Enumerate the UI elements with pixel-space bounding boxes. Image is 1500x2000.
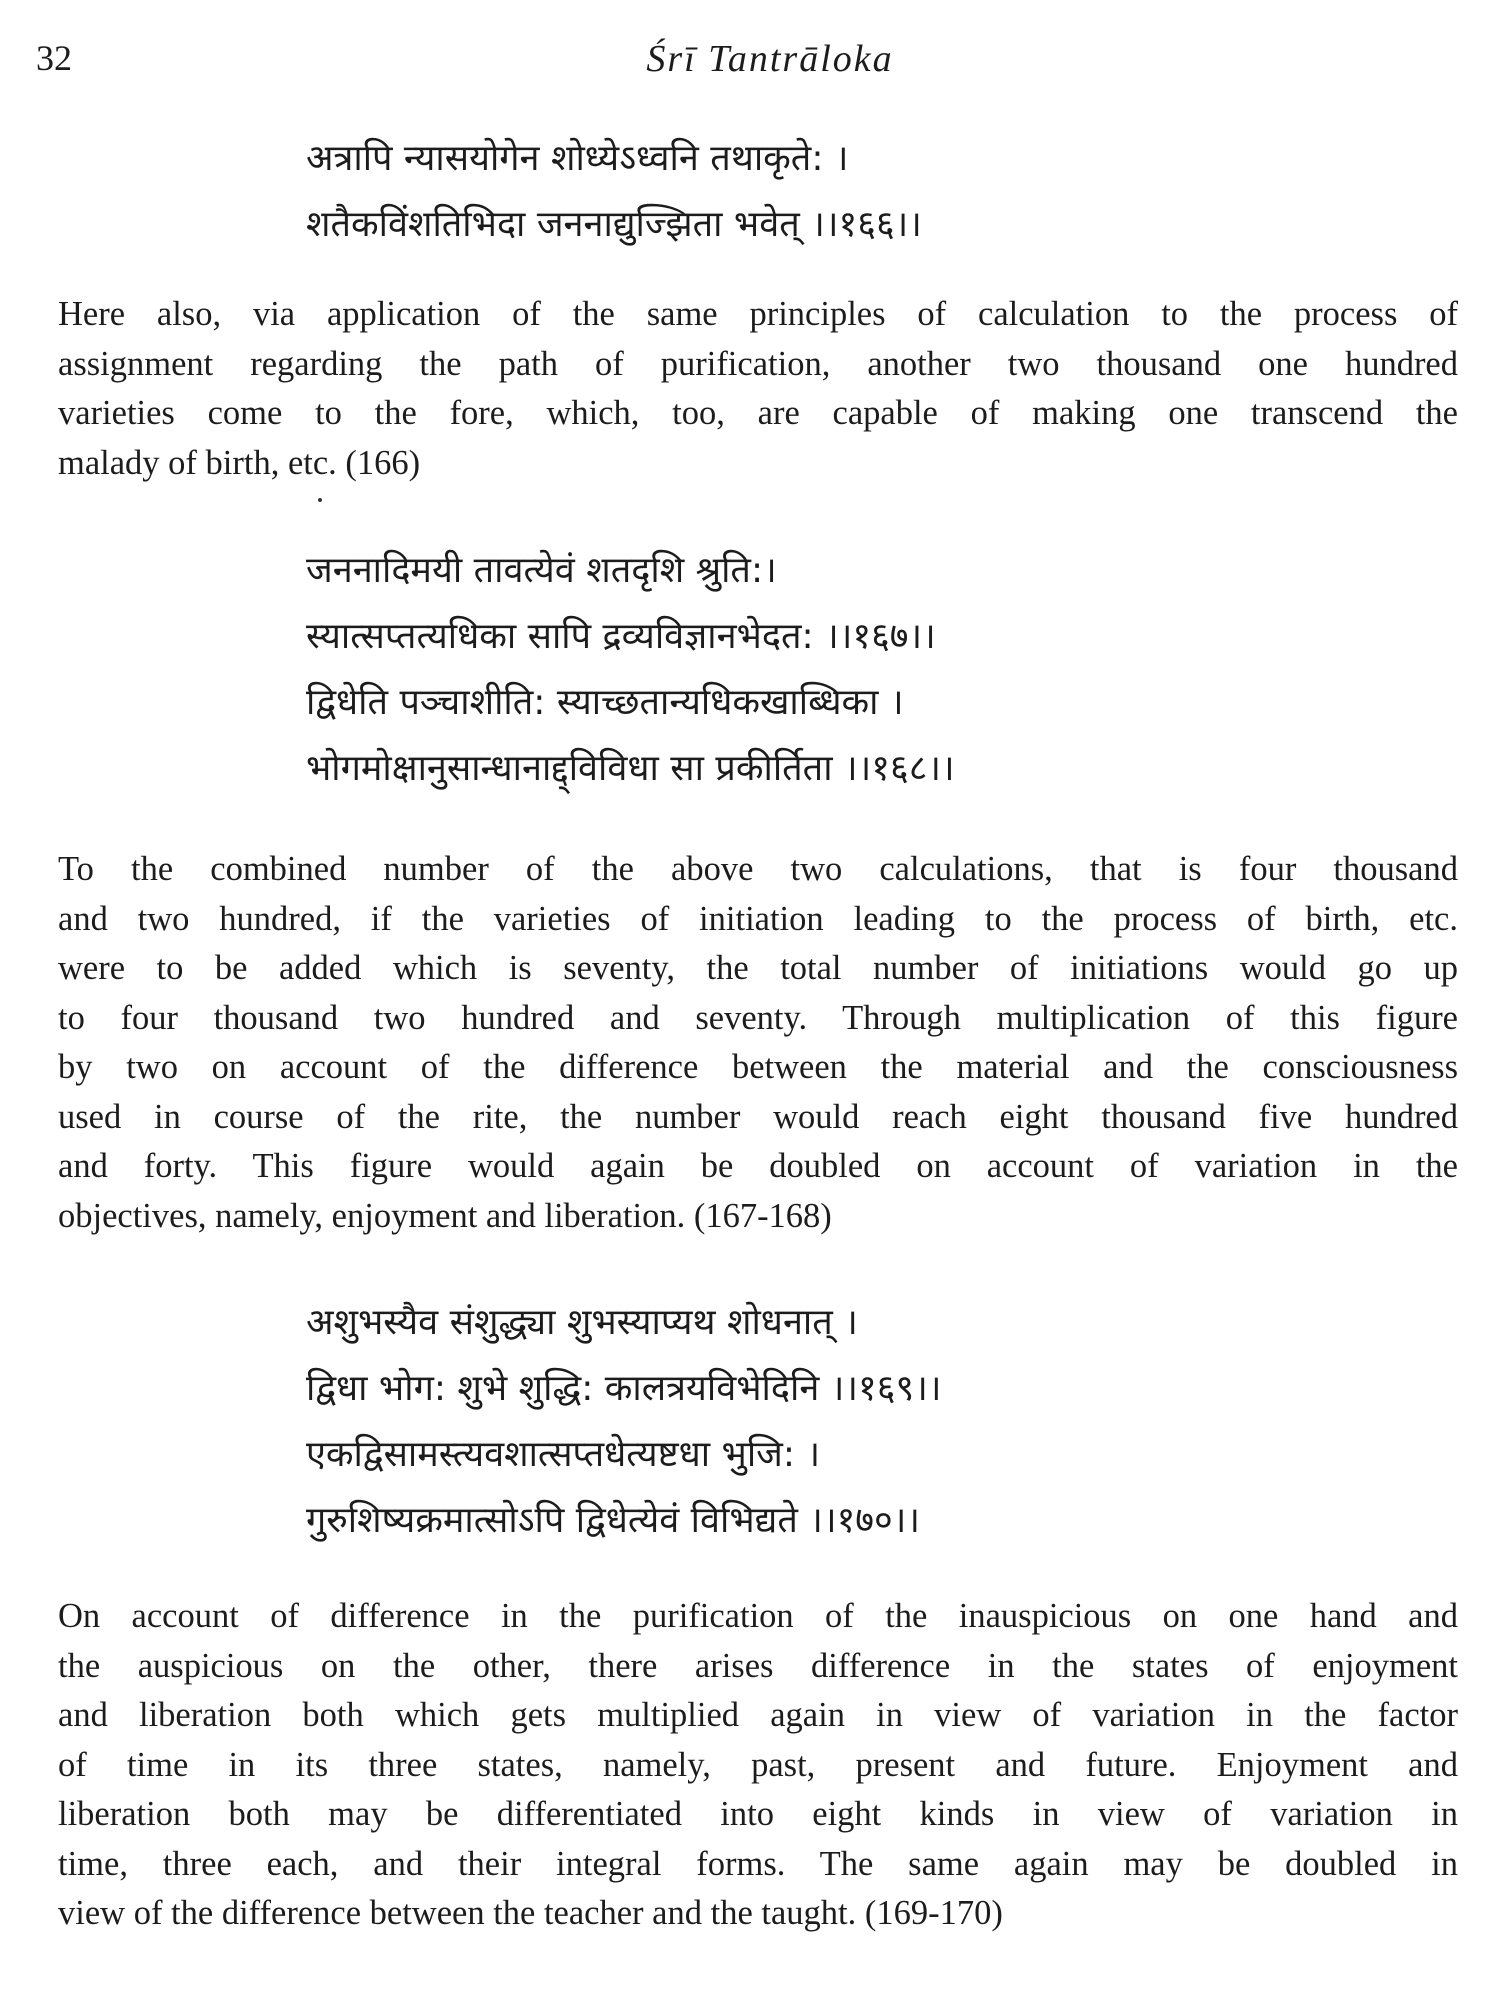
verse-line: अशुभस्यैव संशुद्ध्या शुभस्याप्यथ शोधनात् । bbox=[306, 1302, 858, 1343]
verse-line: जननादिमयी तावत्येवं शतदृशि श्रुति:। bbox=[306, 550, 777, 591]
translation-line: assignment regarding the path of purification, another two thousand one hundred bbox=[58, 344, 1458, 383]
translation-line: varieties come to the fore, which, too, are capable of making one transcend the bbox=[58, 394, 1458, 432]
translation-line: used in course of the rite, the number would reach eight thousand five hundred bbox=[58, 1097, 1458, 1136]
verse-line: गुरुशिष्यक्रमात्सोऽपि द्विधेत्येवं विभिद्यते ।।१७०।। bbox=[306, 1500, 921, 1541]
translation-line: and liberation both which gets multiplied again in view of variation in the factor bbox=[58, 1696, 1458, 1734]
sanskrit-verse-169-170 bbox=[306, 1290, 941, 1554]
translation-line: objectives, namely, enjoyment and liberation. (167-168) bbox=[58, 1196, 832, 1235]
translation-line: of time in its three states, namely, past, present and future. Enjoyment and bbox=[58, 1745, 1458, 1784]
translation-line: were to be added which is seventy, the total number of initiations would go up bbox=[58, 949, 1458, 987]
translation-paragraph-169-170 bbox=[58, 1592, 1458, 1939]
translation-line: malady of birth, etc. (166) bbox=[58, 443, 421, 482]
translation-line: time, three each, and their integral forms. The same again may be doubled in bbox=[58, 1844, 1458, 1883]
translation-paragraph-167-168 bbox=[58, 845, 1458, 1241]
sanskrit-verse-166 bbox=[306, 126, 922, 258]
verse-line: अत्रापि न्यासयोगेन शोध्येऽध्वनि तथाकृते: । bbox=[306, 138, 849, 179]
translation-line: to four thousand two hundred and seventy. Through multiplication of this figure bbox=[58, 998, 1458, 1037]
verse-line: भोगमोक्षानुसान्धानाद्द्विविधा सा प्रकीर्तिता ।।१६८।। bbox=[306, 748, 955, 789]
verse-line: शतैकविंशतिभिदा जननाद्युज्झिता भवेत् ।।१६६।। bbox=[306, 204, 922, 245]
translation-line: Here also, via application of the same principles of calculation to the process of bbox=[58, 295, 1458, 333]
translation-line: by two on account of the difference between the material and the consciousness bbox=[58, 1048, 1458, 1086]
verse-line: स्यात्सप्तत्यधिका सापि द्रव्यविज्ञानभेदत: ।।१६७।। bbox=[306, 616, 936, 657]
running-title: Śrī Tantrāloka bbox=[646, 38, 894, 80]
verse-line: एकद्विसामस्त्यवशात्सप्तधेत्यष्टधा भुजि: । bbox=[306, 1434, 821, 1475]
translation-line: view of the difference between the teacher and the taught. (169-170) bbox=[58, 1894, 1003, 1932]
sanskrit-verse-167-168 bbox=[306, 538, 955, 802]
page-number: 32 bbox=[36, 38, 72, 78]
translation-line: liberation both may be differentiated into eight kinds in view of variation in bbox=[58, 1795, 1458, 1833]
verse-line: द्विधेति पञ्चाशीति: स्याच्छतान्यधिकखाब्धिका । bbox=[306, 682, 904, 723]
translation-line: To the combined number of the above two calculations, that is four thousand bbox=[58, 850, 1458, 888]
translation-line: and two hundred, if the varieties of initiation leading to the process of birth, etc. bbox=[58, 899, 1458, 938]
translation-line: and forty. This figure would again be doubled on account of variation in the bbox=[58, 1147, 1458, 1185]
translation-paragraph-166 bbox=[58, 290, 1458, 488]
translation-line: On account of difference in the purification of the inauspicious on one hand and bbox=[58, 1597, 1458, 1635]
verse-line: द्विधा भोग: शुभे शुद्धि: कालत्रयविभेदिनि ।।१६९।। bbox=[306, 1368, 942, 1409]
stray-dot-mark bbox=[318, 498, 322, 502]
translation-line: the auspicious on the other, there arises difference in the states of enjoyment bbox=[58, 1646, 1458, 1685]
